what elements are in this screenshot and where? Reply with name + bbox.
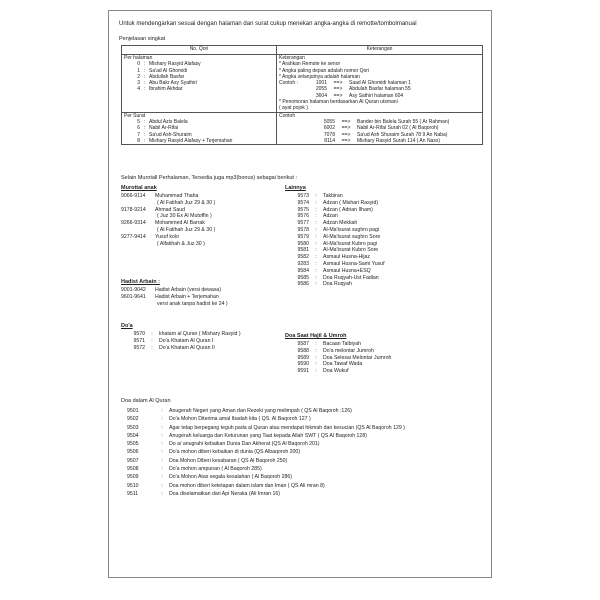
qori-name: Nabil Ar-Rifai (149, 125, 179, 132)
penjelasan-title: Penjelasan singkat (119, 36, 166, 42)
hadist-list (121, 287, 228, 307)
colon-separator: : (161, 424, 163, 431)
contoh-arrow: ==> (333, 86, 343, 93)
item-code: 9277-9414 (121, 233, 146, 240)
item-code: 9581 (297, 247, 309, 254)
item-subtitle: versi anak tanpa hadist ke 24 ) (157, 300, 228, 307)
per-halaman-row (122, 55, 483, 113)
list-item (285, 355, 391, 362)
list-item (127, 424, 405, 432)
item-title: Al-Ma'tsurat sughro pagi (323, 226, 380, 233)
qori-row (124, 138, 274, 144)
lainnya-list (285, 193, 385, 288)
list-item (285, 261, 385, 268)
colon-separator: : (161, 482, 163, 489)
item-code: 9510 (127, 482, 139, 489)
qori-name: Abdul Azis Balela (149, 118, 188, 125)
item-title: Doa Ruqyah-Ust Fadlan (323, 274, 379, 281)
list-item (285, 368, 391, 375)
colon-separator: : (161, 466, 163, 473)
qori-number: 3 (137, 80, 140, 87)
contoh-arrow: ==> (333, 92, 343, 99)
contoh-arrow: ==> (333, 80, 343, 87)
colon-separator: : (315, 361, 317, 368)
murottal-title: Murottal anak (121, 185, 157, 191)
qori-number: 2 (137, 73, 140, 80)
colon-separator: : (143, 73, 146, 80)
doa-title: Do'a (121, 323, 133, 329)
item-title: khatam al Quran ( Mishary Rasyid ) (159, 331, 241, 337)
item-title: Do'a Khatam Al Quran II (159, 344, 215, 351)
contoh-text: Bander bin Balela Surah 55 ( Ar Rahman) (357, 118, 450, 125)
qori-number: 6 (137, 125, 140, 132)
list-item (285, 220, 385, 227)
item-subtitle: ( Al Fatihah Juz 29 & 30 ) (157, 199, 216, 206)
item-title: Anugerah Negeri yang Aman dan Rezeki yang melimpah ( QS Al Baqoroh :126) (169, 408, 352, 414)
item-title: Al-Ma'tsurat Kubro pagi (323, 240, 378, 247)
item-title: Do'a Khatam Al Quran I (159, 337, 214, 344)
colon-separator: : (143, 137, 146, 144)
list-item (127, 448, 405, 456)
item-code: 9573 (297, 193, 309, 199)
item-code: 9066-9114 (121, 193, 146, 199)
keterangan-line: * Angka selanjutnya adalah halaman (279, 73, 360, 80)
list-item (121, 294, 228, 301)
item-title: Do'a melontar Jumroh (323, 347, 374, 354)
qori-name: Sa'ud Ash-Shuraim (149, 131, 192, 138)
item-title: Adzan (323, 213, 338, 220)
list-item (285, 247, 385, 254)
doa-quran-list (127, 407, 405, 498)
item-title: Hadist Arbain + Terjemahan (155, 293, 219, 300)
colon-separator: : (143, 67, 146, 74)
item-code: 9574 (297, 199, 309, 206)
item-code: 9511 (127, 490, 139, 497)
hadist-title: Hadist Arbain : (121, 279, 160, 285)
haji-title: Doa Saat Hajil & Umroh (285, 333, 347, 339)
item-code: 9506 (127, 449, 139, 456)
item-title: Doa mohon diberi ketetapan dalam islam dan Iman ( QS Ali mran 8) (169, 482, 325, 489)
colon-separator: : (315, 199, 317, 206)
list-item (121, 331, 241, 338)
list-item (285, 213, 385, 220)
contoh-row (279, 138, 480, 144)
colon-separator: : (315, 254, 317, 261)
list-item (121, 193, 215, 200)
contoh-text: Asy Sathiri halaman 604 (349, 92, 404, 99)
item-title: Mohammed Al Barrak (155, 220, 205, 227)
keterangan-line: * Angka paling depan adalah nomor Qori (279, 67, 370, 74)
colon-separator: : (161, 408, 163, 414)
colon-separator: : (315, 341, 317, 347)
contoh-label: Contoh : (279, 80, 298, 87)
qori-name: Mishary Rasyid Alafasy + Terjemahan (149, 137, 233, 144)
list-item (127, 415, 405, 423)
item-code: 9587 (297, 341, 309, 347)
item-title: Ahmad Saud (155, 206, 185, 213)
item-title: Doa Wukuf (323, 368, 349, 375)
item-code: 9503 (127, 424, 139, 431)
colon-separator: : (161, 449, 163, 456)
contoh-number: 1001 (315, 80, 327, 87)
murottal-list (121, 193, 215, 247)
qori-name: Sa'ad Al Ghomidi (149, 67, 188, 74)
item-title: Al-Ma'tsurat sughro Sore (323, 233, 381, 240)
colon-separator: : (315, 347, 317, 354)
item-title: Hadist Arbain (versi dewasa) (155, 287, 222, 293)
item-code: 9590 (297, 361, 309, 368)
item-code: 9283 (297, 260, 309, 267)
item-title: Doa Selesai Melontar Jumroh (323, 354, 392, 361)
item-code: 9577 (297, 220, 309, 227)
colon-separator: : (161, 416, 163, 423)
contoh-text: Nabil Ar-Rifai Surah 02 ( Al Baqoroh) (357, 125, 439, 132)
qori-table (121, 45, 483, 145)
halaman-note-2: ( ayat pojok ) (279, 105, 308, 112)
colon-separator: : (315, 281, 317, 288)
item-title: Asmaul Husna+ESQ (323, 267, 371, 274)
per-halaman-label: Per halaman (124, 55, 153, 61)
colon-separator: : (315, 260, 317, 267)
item-code: 9501 (127, 408, 139, 414)
qori-number: 1 (137, 67, 140, 74)
colon-separator: : (315, 274, 317, 281)
item-title: Agar tetap berpegang teguh pada al Quran atau mendapat hikmah dan kesucian (QS Al Baqoroh 129 ) (169, 424, 405, 431)
item-code: 9509 (127, 474, 139, 481)
list-item (121, 287, 228, 294)
surat-contoh-label: Contoh (279, 112, 296, 119)
qori-name: Abu Bakr Asy Syathiri (149, 80, 198, 87)
list-item (127, 457, 405, 465)
list-item (127, 482, 405, 490)
item-code: 9591 (297, 368, 309, 375)
item-subtitle: ( Al Fatihah Juz 29 & 30 ) (157, 226, 216, 233)
list-item (127, 465, 405, 473)
item-code: 9571 (133, 337, 145, 344)
qori-number: 8 (137, 137, 140, 144)
list-item (127, 473, 405, 481)
qori-number: 7 (137, 131, 140, 138)
item-title: Do'a Mohon Diterima amal Ibadah kita ( QS. Al Baqoroh 127 ) (169, 416, 311, 423)
colon-separator: : (143, 118, 146, 125)
item-code: 9508 (127, 466, 139, 473)
per-surat-list (124, 119, 274, 144)
contoh-arrow: ==> (341, 137, 351, 144)
item-code: 9504 (127, 432, 139, 439)
colon-separator: : (315, 213, 317, 220)
item-title: Al-Ma'tsurat Kubro Sore (323, 247, 379, 254)
colon-separator: : (315, 193, 317, 199)
contoh-arrow: ==> (341, 118, 351, 125)
item-title: Doa Ruqyah (323, 281, 352, 288)
list-item (285, 281, 385, 288)
item-code: 9576 (297, 213, 309, 220)
list-item (285, 207, 385, 214)
list-item (285, 234, 385, 241)
halaman-note-1: * Penomoran halaman berdasarkan Al Quran utsmani (279, 99, 398, 106)
colon-separator: : (315, 354, 317, 361)
list-item (127, 440, 405, 448)
lainnya-title: Lainnya (285, 185, 306, 191)
list-item (121, 207, 215, 214)
doa-quran-title: Doa dalam Al Quran (121, 398, 171, 404)
item-title: Yusuf kolo (155, 233, 179, 240)
colon-separator: : (315, 226, 317, 233)
item-code: 9572 (133, 344, 145, 351)
list-item (127, 490, 405, 498)
item-code: 9502 (127, 416, 139, 423)
item-title: Doa Mohon Diberi kesabaran ( QS Al Baqoroh 250) (169, 457, 288, 464)
item-title: Asmaul Husna-Hijaz (323, 254, 370, 261)
contoh-number: 5055 (323, 118, 335, 125)
colon-separator: : (315, 267, 317, 274)
document-page (108, 10, 492, 578)
per-halaman-cell (122, 55, 277, 113)
intro-text: Untuk mendengarkan sesuai dengan halaman dan surat cukup menekan angka-angka di remotte/tombolmanual (119, 21, 417, 27)
item-title: Asmaul Husna-Sami Yusuf (323, 260, 385, 267)
per-surat-label: Per Surat (124, 112, 146, 119)
colon-separator: : (315, 233, 317, 240)
item-title: Do'a mohon ampunan ( Al Baqoroh 285) (169, 466, 262, 473)
keterangan-line: * Arahkan Remote ke senor (279, 61, 341, 68)
item-code: 9578 (297, 226, 309, 233)
halaman-contoh-list (279, 80, 480, 99)
list-item (285, 193, 385, 200)
item-code: 9178-9214 (121, 206, 146, 213)
item-code: 9579 (297, 233, 309, 240)
per-surat-keterangan (277, 112, 483, 144)
contoh-number: 2055 (315, 86, 327, 93)
list-item (285, 200, 385, 207)
item-title: Do a/ anugrahi kebaikan Dunia Dan Akherat (QS Al Baqoroh 201) (169, 441, 320, 448)
item-code: 9580 (297, 240, 309, 247)
colon-separator: : (143, 131, 146, 138)
colon-separator: : (315, 206, 317, 213)
item-subtitle: ( Juz 30 Ex Al Mutoffin ) (157, 213, 212, 220)
colon-separator: : (151, 344, 153, 351)
item-code: 9601-9641 (121, 293, 146, 300)
contoh-text: Sa'ud Ash Shuraim Surah 78 9 An Naba) (357, 131, 448, 138)
per-halaman-keterangan (277, 55, 483, 113)
contoh-number: 8114 (324, 137, 335, 144)
item-subtitle: ( Alfatihah & Juz 30 ) (157, 240, 205, 247)
item-title: Bacaan Talbiyah (323, 341, 361, 347)
qori-name: Abdullah Basfar (149, 73, 185, 80)
colon-separator: : (315, 247, 317, 254)
header-keterangan: Keterangan (277, 46, 483, 55)
colon-separator: : (143, 80, 146, 87)
list-item (285, 241, 385, 248)
colon-separator: : (315, 220, 317, 227)
contoh-number: 6002 (323, 125, 335, 132)
list-item (285, 227, 385, 234)
item-code: 9582 (297, 254, 309, 261)
contoh-number: 3604 (315, 92, 327, 99)
per-surat-row (122, 112, 483, 144)
item-title: Muhammad Thaha (155, 193, 199, 199)
item-code: 9570 (133, 331, 145, 337)
colon-separator: : (315, 368, 317, 375)
header-no-qori: No. Qori (122, 46, 277, 55)
list-item (127, 407, 405, 415)
item-title: Adzan ( Mishari Rasyid) (323, 199, 379, 206)
doa-list (121, 331, 241, 351)
selain-text: Selain Murotall Perhalaman, Tersedia juga mp3(bonus) sebagai berikut : (121, 175, 297, 181)
qori-name: Ibrahim Akhdar (149, 86, 183, 93)
list-item (285, 275, 385, 282)
colon-separator: : (161, 474, 163, 481)
surat-contoh-list (279, 119, 480, 144)
colon-separator: : (315, 240, 317, 247)
list-item (121, 234, 215, 241)
list-item (285, 254, 385, 261)
item-title: Do'a mohon diberi kebaikan di dunia (QS Albaqoroh 200) (169, 449, 301, 456)
item-title: Adzan Mekkah (323, 220, 358, 227)
item-code: 9507 (127, 457, 139, 464)
item-title: Doa diselamatkan dari Api Neraka (Ali Imran 16) (169, 490, 281, 497)
qori-name: Mishary Rasyid Alafasy (149, 61, 201, 68)
keterangan-lines (279, 55, 480, 80)
contoh-text: Abdulah Basfar halaman 55 (349, 86, 411, 93)
list-item (285, 341, 391, 348)
item-code: 9588 (297, 347, 309, 354)
item-code: 9589 (297, 354, 309, 361)
list-item (285, 268, 385, 275)
list-item (285, 361, 391, 368)
list-item (285, 348, 391, 355)
contoh-text: Mishary Rasyid Surah 114 ( An Nass) (357, 137, 440, 144)
contoh-arrow: ==> (341, 125, 351, 132)
item-code: 9001-9042 (121, 287, 146, 293)
qori-number: 0 (137, 61, 140, 68)
qori-row (124, 86, 274, 92)
qori-number: 4 (137, 86, 140, 93)
item-code: 9586 (297, 281, 309, 288)
contoh-arrow: ==> (341, 131, 351, 138)
item-title: Anugerah keluarga dan Keturunan yang Taat kepada Allah SWT ( QS Al Baqoroh 128) (169, 432, 367, 439)
item-code: 9266-9314 (121, 220, 146, 227)
per-halaman-list (124, 61, 274, 92)
colon-separator: : (151, 331, 153, 337)
item-title: Adzan ( Adrian Ilham) (323, 206, 373, 213)
keterangan-line: Keterangan (279, 55, 305, 61)
item-code: 9575 (297, 206, 309, 213)
list-item (121, 345, 241, 352)
colon-separator: : (161, 441, 163, 448)
per-surat-cell (122, 112, 277, 144)
item-code: 9585 (297, 274, 309, 281)
contoh-text: Saad Al Ghomidi halaman 1 (349, 80, 411, 87)
item-title: Doa Tawaf Wada (323, 361, 363, 368)
colon-separator: : (151, 337, 153, 344)
qori-number: 5 (137, 118, 140, 125)
colon-separator: : (143, 86, 146, 93)
item-title: Do'a Mohon Atas segala kesalahan ( Al Baqoroh 286) (169, 474, 292, 481)
colon-separator: : (161, 432, 163, 439)
list-item (121, 220, 215, 227)
haji-list (285, 341, 391, 375)
list-item (127, 432, 405, 440)
colon-separator: : (143, 125, 146, 132)
contoh-number: 7078 (323, 131, 335, 138)
colon-separator: : (161, 457, 163, 464)
item-title: Takbiran (323, 193, 343, 199)
item-code: 9584 (297, 267, 309, 274)
list-item (121, 338, 241, 345)
colon-separator: : (161, 490, 163, 497)
item-code: 9505 (127, 441, 139, 448)
colon-separator: : (143, 61, 146, 68)
